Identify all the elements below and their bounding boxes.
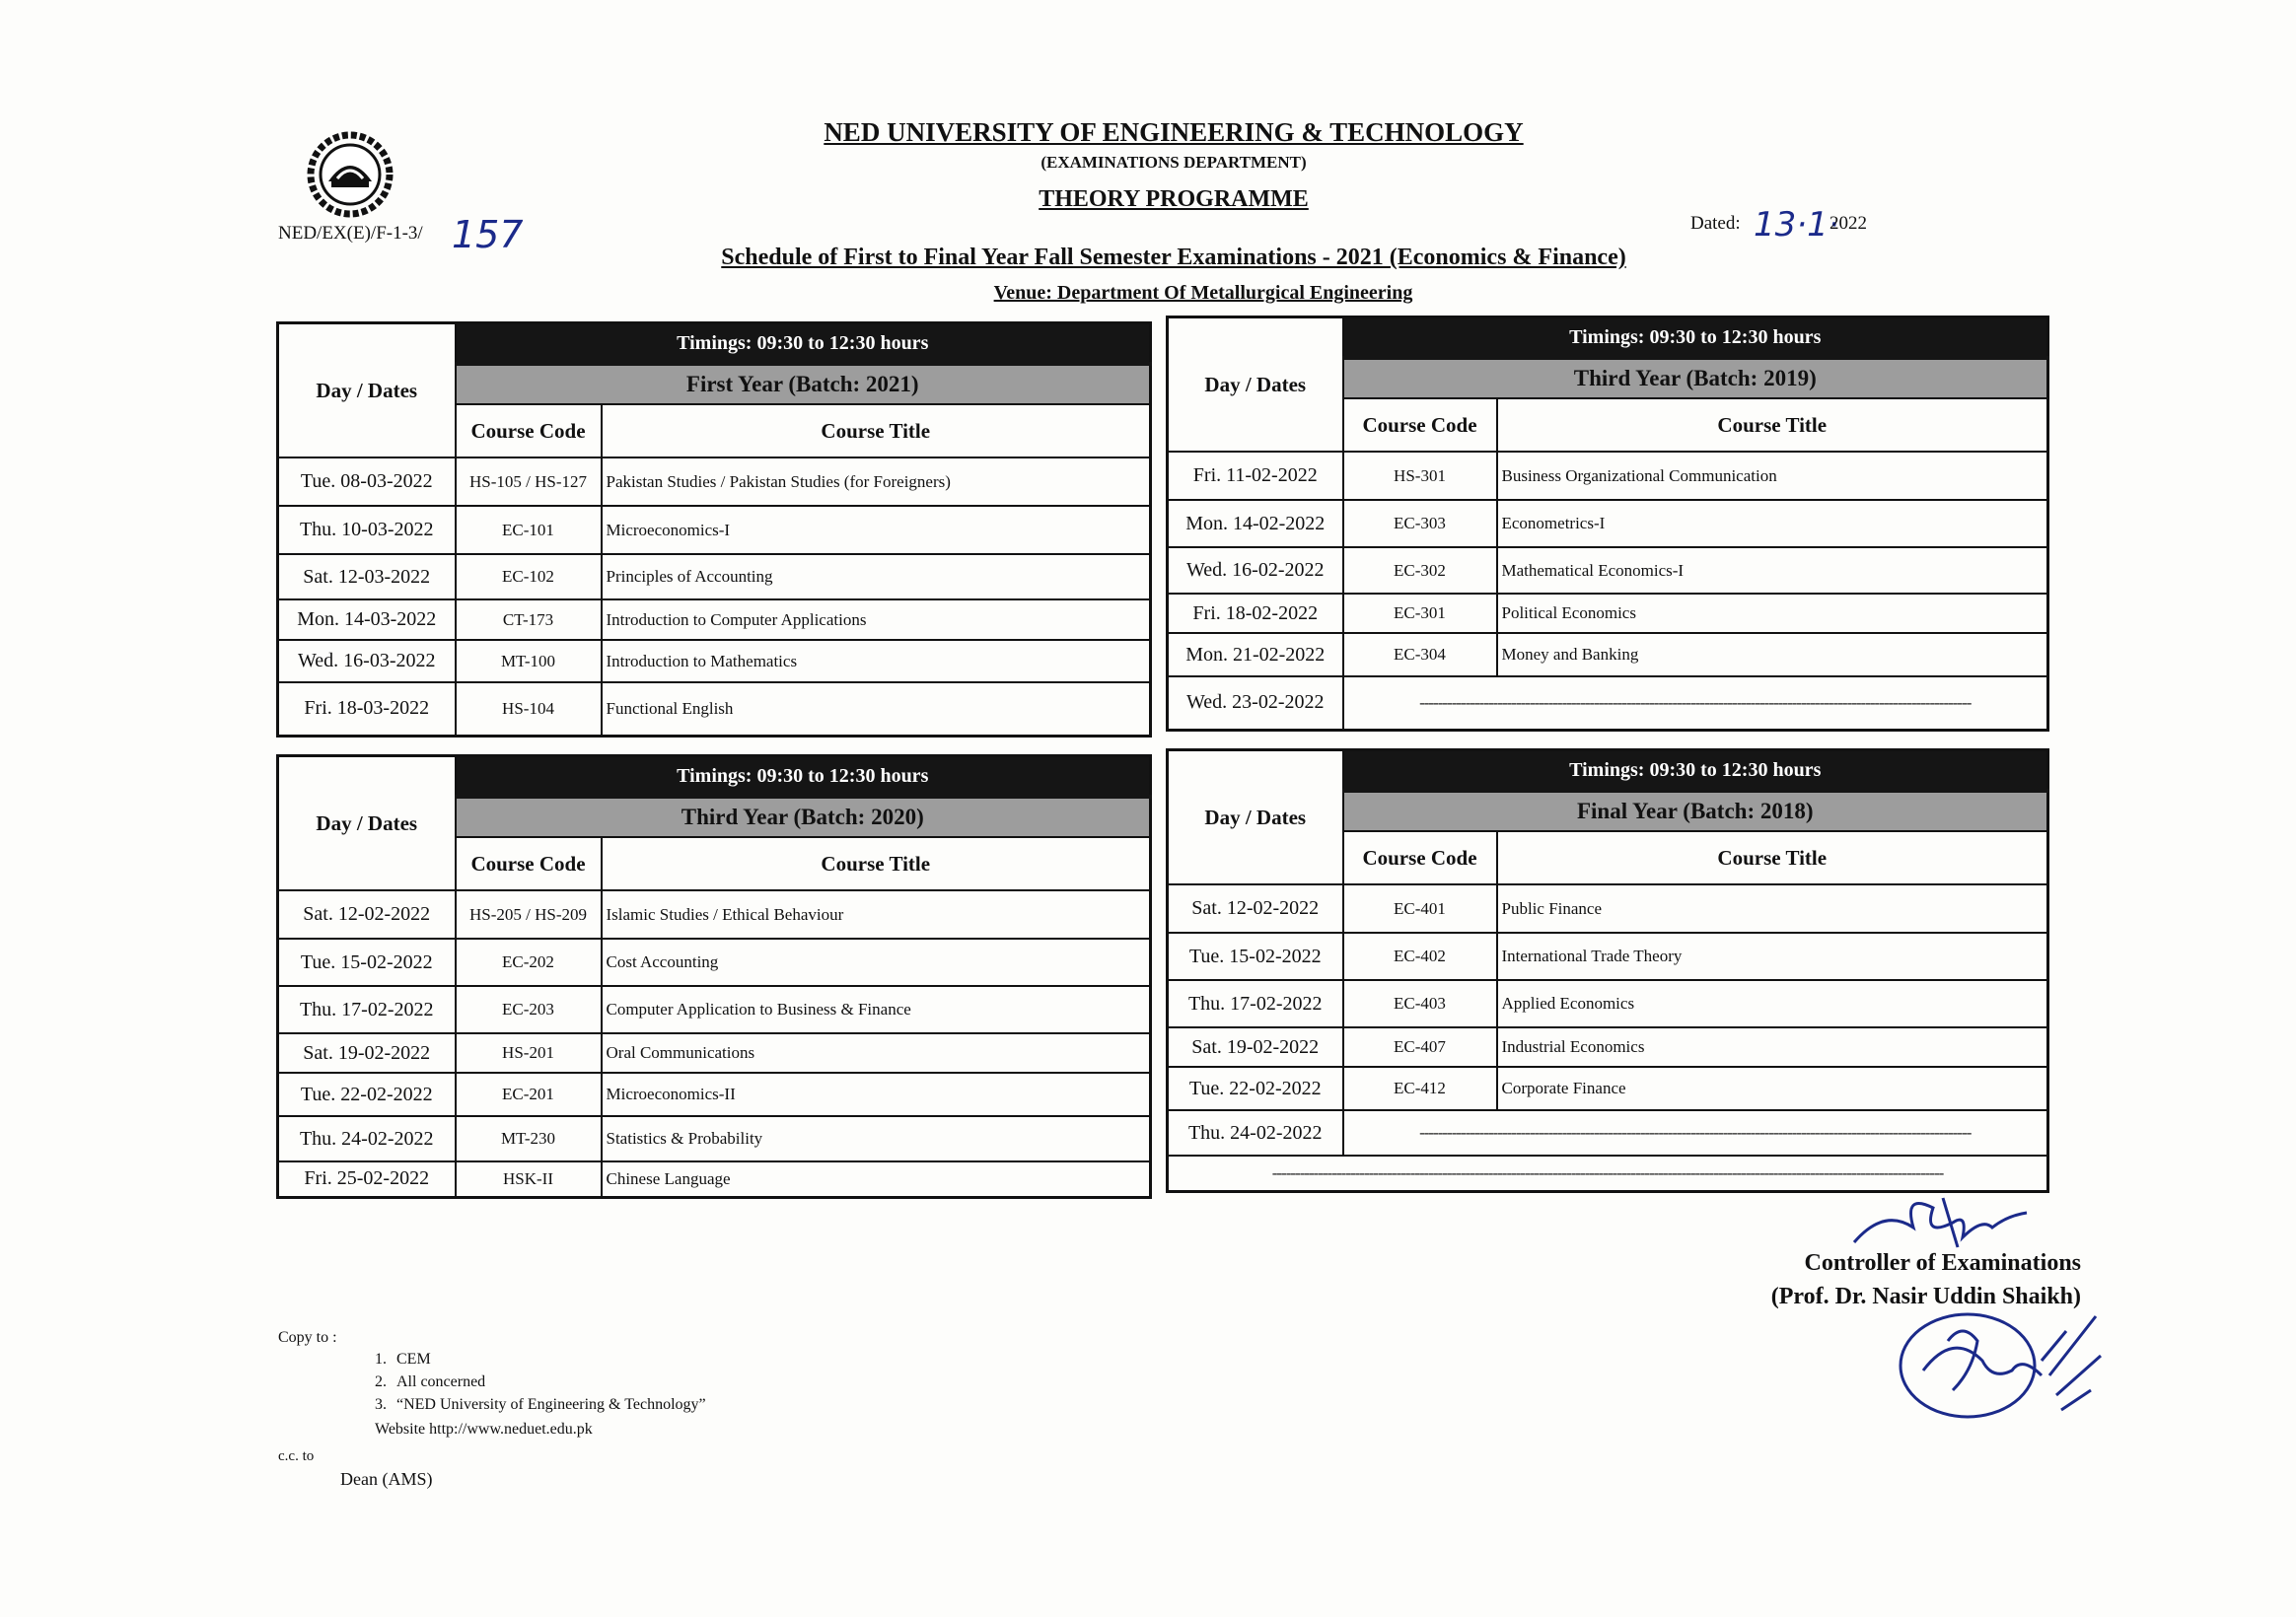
- list-text: CEM: [396, 1351, 431, 1368]
- year-header: Third Year (Batch: 2019): [1343, 358, 2048, 398]
- no-exam-dashes: ------------------------------------------------------------------------------------------------------------------------: [1343, 676, 2048, 730]
- course-code: HS-105 / HS-127: [456, 457, 602, 506]
- table-row: [278, 554, 1151, 599]
- course-title: Corporate Finance: [1497, 1067, 2048, 1110]
- course-code: EC-402: [1343, 933, 1497, 980]
- dated-label: Dated:: [1690, 213, 1741, 234]
- day-dates-header: Day / Dates: [1168, 317, 1343, 453]
- course-title: Functional English: [602, 682, 1151, 736]
- table-row: [1168, 676, 2048, 730]
- exam-date: Fri. 25-02-2022: [278, 1161, 456, 1197]
- exam-date: Fri. 18-03-2022: [278, 682, 456, 736]
- list-number: 2.: [375, 1373, 387, 1390]
- table-row: [278, 1161, 1151, 1197]
- list-item: [375, 1373, 706, 1396]
- year-header: Final Year (Batch: 2018): [1343, 791, 2048, 831]
- exam-date: Tue. 08-03-2022: [278, 457, 456, 506]
- controller-title: Controller of Examinations: [1804, 1250, 2081, 1276]
- course-title-header: Course Title: [602, 404, 1151, 457]
- course-code: EC-203: [456, 986, 602, 1033]
- course-title: Principles of Accounting: [602, 554, 1151, 599]
- course-code: EC-102: [456, 554, 602, 599]
- exam-date: Sat. 19-02-2022: [1168, 1027, 1343, 1067]
- timings-header: Timings: 09:30 to 12:30 hours: [1343, 750, 2048, 792]
- timings-header: Timings: 09:30 to 12:30 hours: [1343, 317, 2048, 359]
- year-header: First Year (Batch: 2021): [456, 364, 1151, 404]
- course-code: MT-230: [456, 1116, 602, 1161]
- course-title-header: Course Title: [602, 837, 1151, 890]
- course-code: EC-412: [1343, 1067, 1497, 1110]
- table-row: [1168, 884, 2048, 933]
- cc-to-label: c.c. to: [278, 1448, 315, 1464]
- course-code: EC-101: [456, 506, 602, 554]
- exam-date: Mon. 14-02-2022: [1168, 500, 1343, 547]
- exam-date: Mon. 14-03-2022: [278, 599, 456, 640]
- table-row: [1168, 980, 2048, 1027]
- course-title: Microeconomics-I: [602, 506, 1151, 554]
- timings-header: Timings: 09:30 to 12:30 hours: [456, 756, 1151, 798]
- course-title: Business Organizational Communication: [1497, 452, 2048, 500]
- received-signature-stamp: [1894, 1301, 2111, 1430]
- exam-date: Sat. 12-02-2022: [1168, 884, 1343, 933]
- controller-name: (Prof. Dr. Nasir Uddin Shaikh): [1770, 1284, 2081, 1309]
- course-title: Oral Communications: [602, 1033, 1151, 1073]
- third-year-2020-table: [276, 754, 1152, 1199]
- table-row: [278, 939, 1151, 986]
- course-code: MT-100: [456, 640, 602, 682]
- list-item: [375, 1396, 706, 1419]
- course-title: Money and Banking: [1497, 633, 2048, 676]
- footer-dashes: --------------------------------------------------------------------------------------------------------------------------------------------------: [1168, 1156, 2048, 1191]
- day-dates-header: Day / Dates: [1168, 750, 1343, 885]
- list-text: All concerned: [396, 1373, 486, 1390]
- dated-year: 2022: [1830, 213, 1867, 234]
- table-row: [1168, 500, 2048, 547]
- table-row: [278, 640, 1151, 682]
- course-title: Public Finance: [1497, 884, 2048, 933]
- exam-date: Tue. 22-02-2022: [278, 1073, 456, 1116]
- exam-date: Thu. 17-02-2022: [278, 986, 456, 1033]
- table-row: [1168, 452, 2048, 500]
- table-row: [1168, 547, 2048, 594]
- first-year-table: [276, 321, 1152, 738]
- exam-date: Tue. 15-02-2022: [1168, 933, 1343, 980]
- course-title: Pakistan Studies / Pakistan Studies (for Foreigners): [602, 457, 1151, 506]
- table-row: [278, 1073, 1151, 1116]
- course-title: Industrial Economics: [1497, 1027, 2048, 1067]
- course-code: HS-205 / HS-209: [456, 890, 602, 939]
- exam-date: Thu. 24-02-2022: [1168, 1110, 1343, 1156]
- exam-date: Tue. 15-02-2022: [278, 939, 456, 986]
- reference-number: NED/EX(E)/F-1-3/: [278, 223, 423, 244]
- course-code: EC-301: [1343, 594, 1497, 633]
- final-year-table: [1166, 748, 2049, 1193]
- table-row: [1168, 1156, 2048, 1191]
- table-row: [278, 1116, 1151, 1161]
- course-title: Introduction to Computer Applications: [602, 599, 1151, 640]
- course-title: Mathematical Economics-I: [1497, 547, 2048, 594]
- table-row: [278, 1033, 1151, 1073]
- table-row: [278, 506, 1151, 554]
- course-code: EC-303: [1343, 500, 1497, 547]
- table-row: [278, 599, 1151, 640]
- copy-to-label: Copy to :: [278, 1329, 337, 1346]
- exam-date: Mon. 21-02-2022: [1168, 633, 1343, 676]
- website-text: Website http://www.neduet.edu.pk: [375, 1421, 593, 1438]
- course-title: Introduction to Mathematics: [602, 640, 1151, 682]
- list-text: “NED University of Engineering & Technology”: [396, 1396, 706, 1413]
- table-row: [278, 457, 1151, 506]
- exam-date: Thu. 17-02-2022: [1168, 980, 1343, 1027]
- course-code-header: Course Code: [456, 404, 602, 457]
- table-row: [1168, 1067, 2048, 1110]
- exam-date: Fri. 11-02-2022: [1168, 452, 1343, 500]
- exam-date: Thu. 10-03-2022: [278, 506, 456, 554]
- timings-header: Timings: 09:30 to 12:30 hours: [456, 323, 1151, 365]
- exam-date: Wed. 16-02-2022: [1168, 547, 1343, 594]
- table-row: [1168, 1110, 2048, 1156]
- exam-date: Sat. 12-03-2022: [278, 554, 456, 599]
- course-code-header: Course Code: [1343, 398, 1497, 452]
- course-code-header: Course Code: [1343, 831, 1497, 884]
- course-code: EC-304: [1343, 633, 1497, 676]
- year-header: Third Year (Batch: 2020): [456, 797, 1151, 837]
- course-title: Applied Economics: [1497, 980, 2048, 1027]
- course-title-header: Course Title: [1497, 831, 2048, 884]
- course-title: Islamic Studies / Ethical Behaviour: [602, 890, 1151, 939]
- day-dates-header: Day / Dates: [278, 756, 456, 891]
- table-row: [278, 890, 1151, 939]
- course-title: International Trade Theory: [1497, 933, 2048, 980]
- third-year-2019-table: [1166, 316, 2049, 732]
- course-code: HS-104: [456, 682, 602, 736]
- course-title: Political Economics: [1497, 594, 2048, 633]
- list-number: 3.: [375, 1396, 387, 1413]
- university-name: NED UNIVERSITY OF ENGINEERING & TECHNOLOGY: [824, 117, 1524, 147]
- course-title: Cost Accounting: [602, 939, 1151, 986]
- list-number: 1.: [375, 1351, 387, 1368]
- department-name: (EXAMINATIONS DEPARTMENT): [1040, 153, 1307, 172]
- programme-title: THEORY PROGRAMME: [1039, 186, 1309, 212]
- course-code: CT-173: [456, 599, 602, 640]
- course-title: Chinese Language: [602, 1161, 1151, 1197]
- table-row: [278, 986, 1151, 1033]
- course-code-header: Course Code: [456, 837, 602, 890]
- table-row: [278, 682, 1151, 736]
- no-exam-dashes: ------------------------------------------------------------------------------------------------------------------------: [1343, 1110, 2048, 1156]
- copy-to-list: [375, 1351, 706, 1419]
- exam-date: Fri. 18-02-2022: [1168, 594, 1343, 633]
- table-row: [1168, 1027, 2048, 1067]
- table-row: [1168, 633, 2048, 676]
- course-code: EC-202: [456, 939, 602, 986]
- course-code: HS-201: [456, 1033, 602, 1073]
- course-code: EC-407: [1343, 1027, 1497, 1067]
- course-code: EC-302: [1343, 547, 1497, 594]
- university-logo: [296, 130, 404, 219]
- cc-recipient: Dean (AMS): [340, 1469, 433, 1489]
- schedule-title: Schedule of First to Final Year Fall Semester Examinations - 2021 (Economics & Finance): [721, 245, 1626, 270]
- course-code: EC-201: [456, 1073, 602, 1116]
- dated-handwritten-date: 13·1·: [1754, 205, 1839, 245]
- exam-date: Wed. 16-03-2022: [278, 640, 456, 682]
- course-title: Microeconomics-II: [602, 1073, 1151, 1116]
- day-dates-header: Day / Dates: [278, 323, 456, 458]
- venue: Venue: Department Of Metallurgical Engineering: [993, 282, 1413, 304]
- course-title: Econometrics-I: [1497, 500, 2048, 547]
- course-code: HS-301: [1343, 452, 1497, 500]
- exam-date: Tue. 22-02-2022: [1168, 1067, 1343, 1110]
- reference-handwritten-number: 157: [452, 213, 524, 256]
- course-title: Statistics & Probability: [602, 1116, 1151, 1161]
- table-row: [1168, 933, 2048, 980]
- course-code: HSK-II: [456, 1161, 602, 1197]
- course-code: EC-401: [1343, 884, 1497, 933]
- exam-date: Thu. 24-02-2022: [278, 1116, 456, 1161]
- controller-signature: [1844, 1188, 2042, 1257]
- course-title-header: Course Title: [1497, 398, 2048, 452]
- exam-date: Sat. 19-02-2022: [278, 1033, 456, 1073]
- list-item: [375, 1351, 706, 1373]
- exam-date: Wed. 23-02-2022: [1168, 676, 1343, 730]
- course-code: EC-403: [1343, 980, 1497, 1027]
- table-row: [1168, 594, 2048, 633]
- course-title: Computer Application to Business & Finance: [602, 986, 1151, 1033]
- exam-date: Sat. 12-02-2022: [278, 890, 456, 939]
